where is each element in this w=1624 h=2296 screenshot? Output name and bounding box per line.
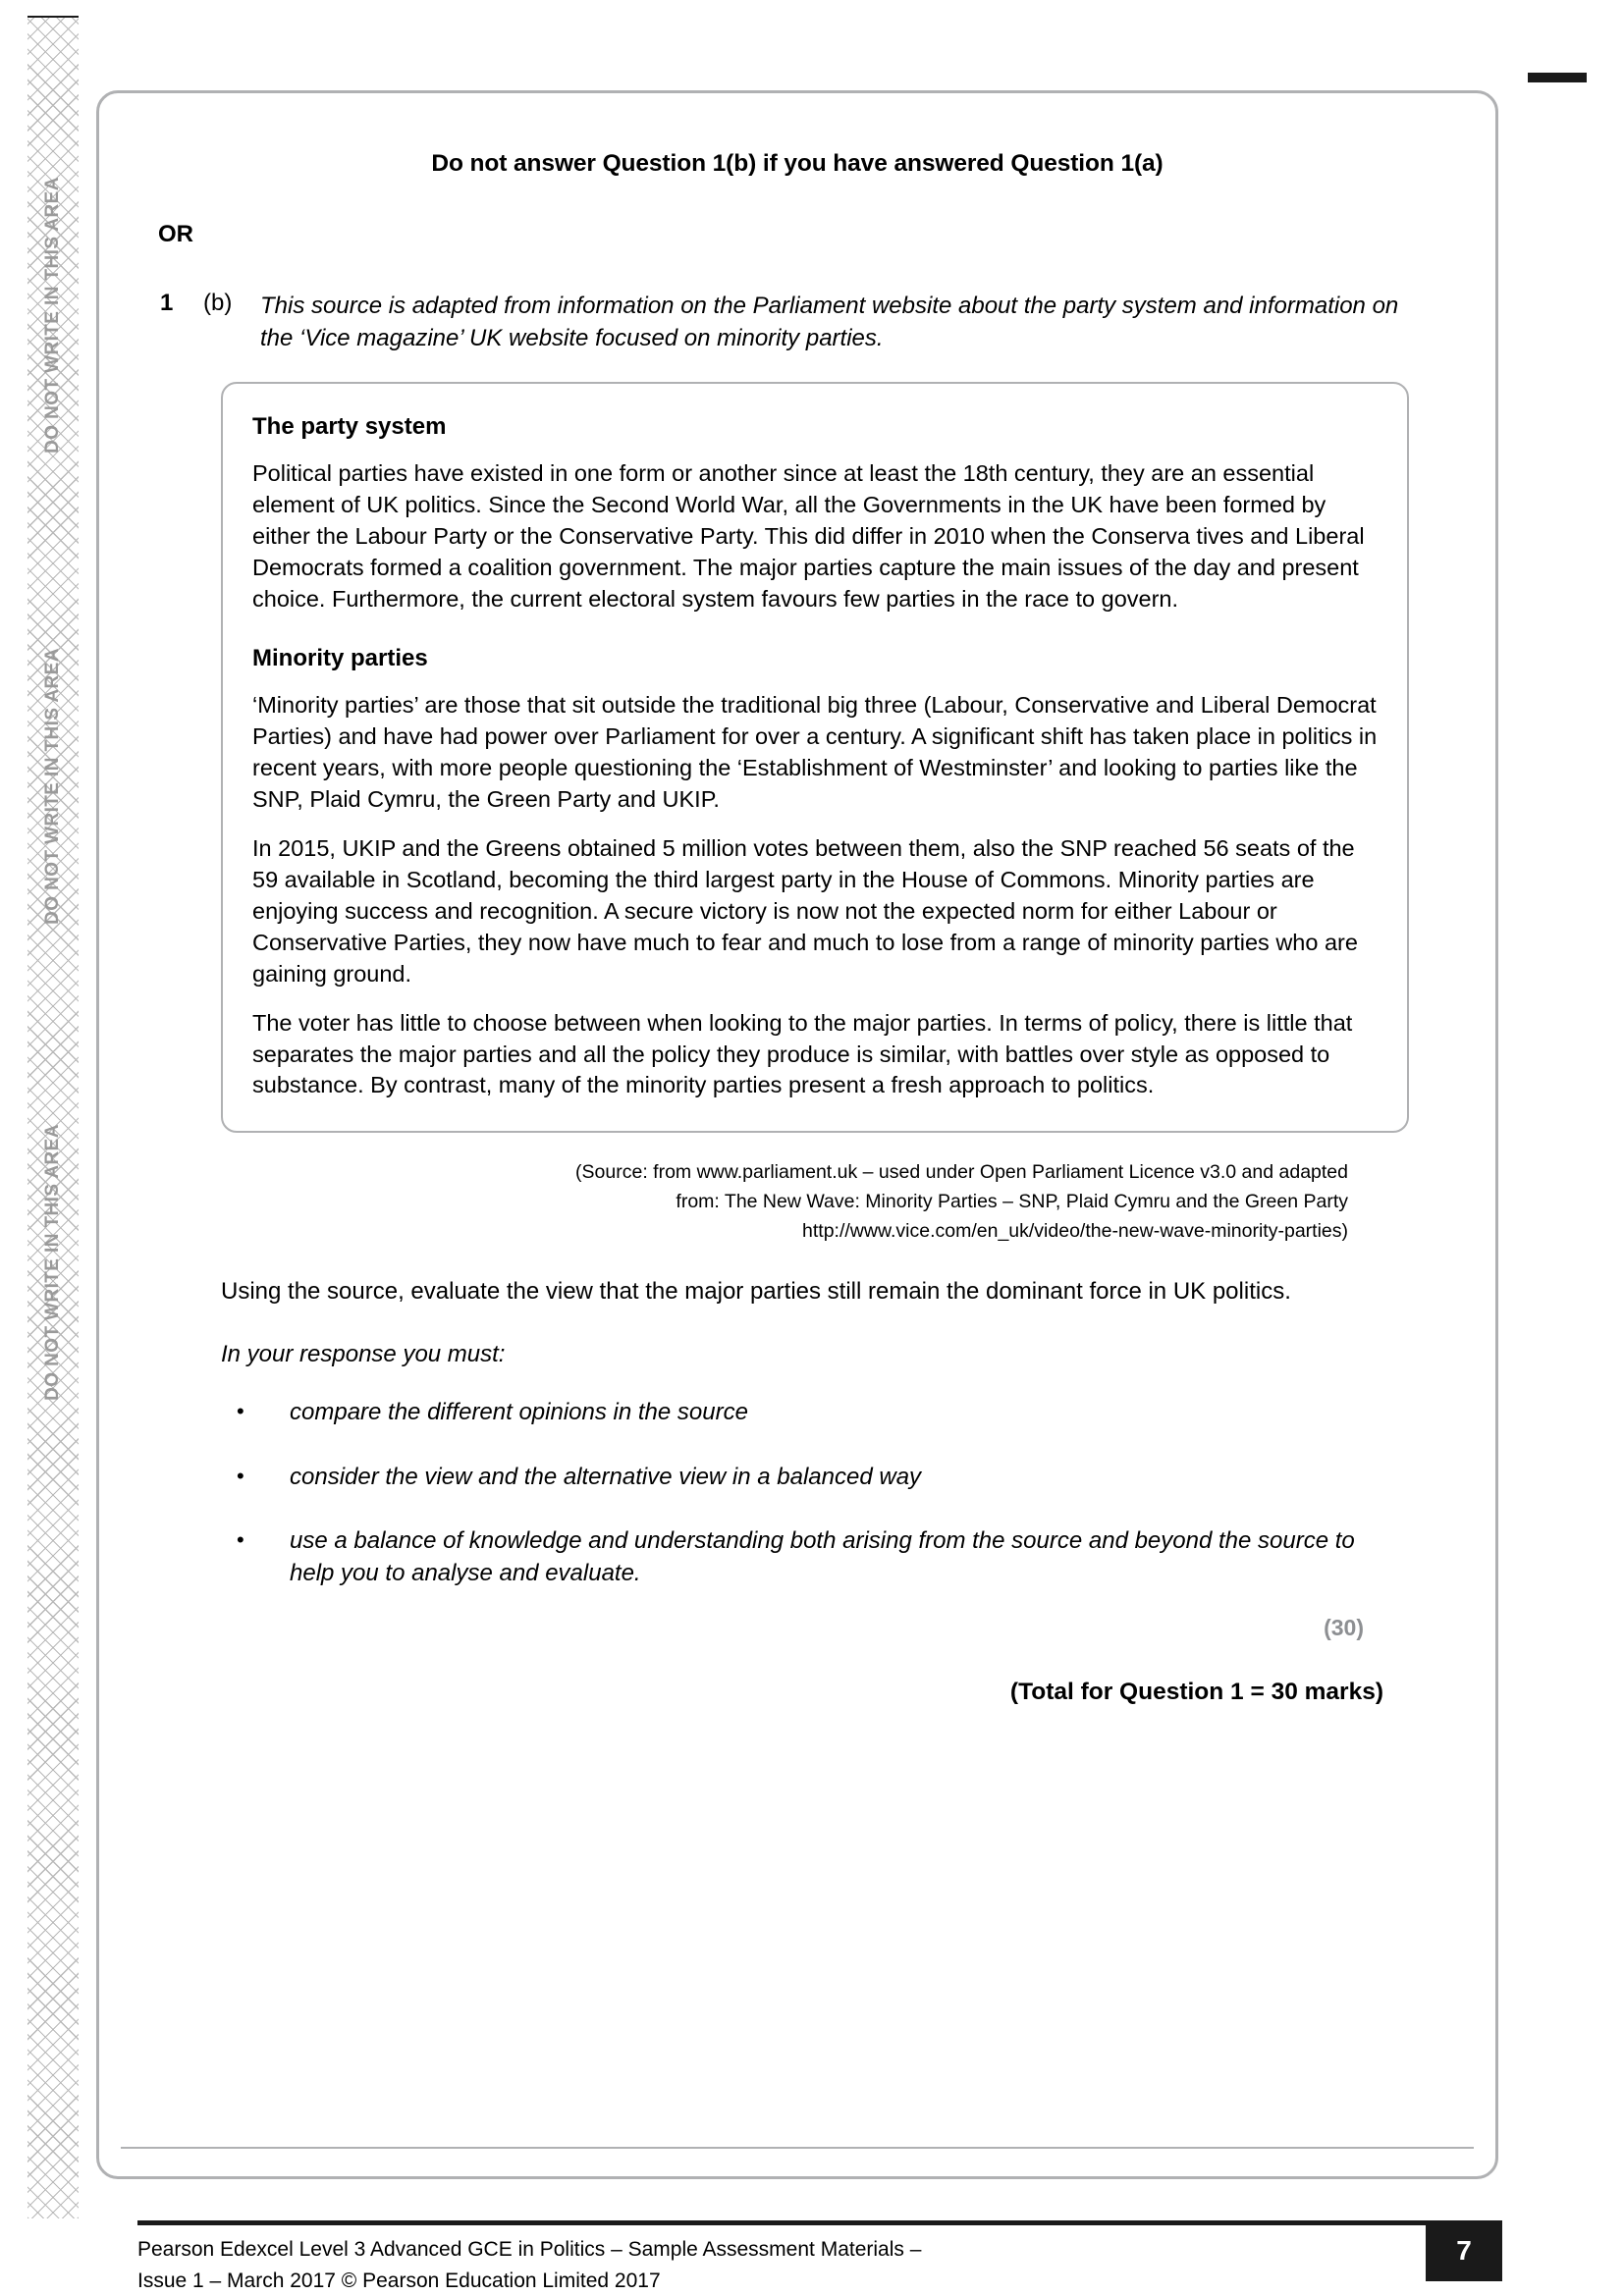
- source-heading-party-system: The party system: [252, 413, 447, 441]
- task-instruction: Using the source, evaluate the view that the major parties still remain the dominant force in UK politics.: [221, 1278, 1291, 1306]
- bullet-icon: •: [237, 1399, 244, 1424]
- question-card: [96, 90, 1498, 2179]
- do-not-write-label-3: DO NOT WRITE IN THIS AREA: [42, 1124, 63, 1401]
- strip-top-marker: [27, 0, 79, 18]
- corner-registration-bar: [1528, 73, 1587, 82]
- task-bullet-3: use a balance of knowledge and understanding both arising from the source and beyond the source to help you to analyse and evaluate.: [290, 1526, 1355, 1586]
- question-part-letter: (b): [203, 290, 233, 316]
- footer-text: [137, 2234, 921, 2296]
- do-not-answer-notice: Do not answer Question 1(b) if you have answered Question 1(a): [431, 150, 1164, 177]
- footer-line-2: Issue 1 – March 2017 © Pearson Education Limited 2017: [137, 2269, 661, 2292]
- source-paragraph-1: Political parties have existed in one form or another since at least the 18th century, they are an essential element of UK politics. Since the Second World War, all the Governments in the UK have been formed by either the Labour Party or the Conservative Party. This did differ in 2010 when the Conserva tives and Liberal Democrats formed a coalition government. The major parties capture the main issues of the day and present choice. Furthermore, the current electoral system favours few parties in the race to govern.: [252, 460, 1365, 613]
- page-number-badge: 7: [1426, 2220, 1502, 2281]
- source-paragraph-2: ‘Minority parties’ are those that sit outside the traditional big three (Labour, Conservative and Liberal Democrat Parties) and have had power over Parliament for over a century. A significant shift has taken place in politics in recent years, with more people questioning the ‘Establishment of Westminster’ and looking to parties like the SNP, Plaid Cymru, the Green Party and UKIP.: [252, 691, 1378, 812]
- source-extract-box: [221, 382, 1409, 1133]
- bullet-icon: •: [237, 1526, 244, 1552]
- attribution-line-1: (Source: from www.parliament.uk – used under Open Parliament Licence v3.0 and adapted: [575, 1161, 1348, 1184]
- task-bullet-2: consider the view and the alternative view in a balanced way: [290, 1463, 922, 1490]
- card-bottom-rule: [121, 2147, 1474, 2149]
- list-item: [221, 1461, 1405, 1493]
- source-paragraph-3: In 2015, UKIP and the Greens obtained 5 million votes between them, also the SNP reached 56 seats of the 59 available in Scotland, becoming the third largest party in the House of Commons. Minority parties are enjoying success and recognition. A secure victory is now not the expected norm for either Labour or Conservative Parties, they now have much to fear and much to lose from a range of minority parties who are gaining ground.: [252, 834, 1358, 987]
- source-attribution: [160, 1158, 1376, 1246]
- question-total-marks: (Total for Question 1 = 30 marks): [1009, 1678, 1383, 1705]
- do-not-write-label-1: DO NOT WRITE IN THIS AREA: [42, 177, 63, 454]
- question-stem-text: This source is adapted from information on the Parliament website about the party system and information on the ‘Vice magazine’ UK website focused on minority parties.: [260, 293, 1399, 352]
- question-number: 1: [160, 290, 174, 316]
- task-response-lead-in: In your response you must:: [221, 1341, 506, 1368]
- attribution-line-2: from: The New Wave: Minority Parties – SNP, Plaid Cymru and the Green Party: [676, 1191, 1348, 1213]
- footer-line-1: Pearson Edexcel Level 3 Advanced GCE in Politics – Sample Assessment Materials –: [137, 2238, 922, 2261]
- question-stem-row: [160, 290, 1435, 354]
- task-bullet-1: compare the different opinions in the source: [290, 1399, 748, 1426]
- task-block: [221, 1275, 1405, 1706]
- task-bullet-list: [221, 1396, 1405, 1588]
- question-card-inner: [99, 93, 1495, 2176]
- list-item: [221, 1396, 1405, 1428]
- or-label: OR: [158, 221, 193, 247]
- do-not-write-strip: [27, 0, 79, 2218]
- attribution-line-3: http://www.vice.com/en_uk/video/the-new-wave-minority-parties): [802, 1219, 1348, 1242]
- list-item: [221, 1524, 1405, 1589]
- source-heading-minority-parties: Minority parties: [252, 644, 428, 671]
- bullet-icon: •: [237, 1463, 244, 1488]
- do-not-write-label-2: DO NOT WRITE IN THIS AREA: [42, 648, 63, 925]
- footer-rule: [137, 2220, 1502, 2225]
- marks-allocation: (30): [1324, 1614, 1364, 1640]
- source-paragraph-4: The voter has little to choose between when looking to the major parties. In terms of policy, there is little that separates the major parties and all the policy they produce is similar, with battles over style as opposed to substance. By contrast, many of the minority parties present a fresh approach to politics.: [252, 1009, 1353, 1098]
